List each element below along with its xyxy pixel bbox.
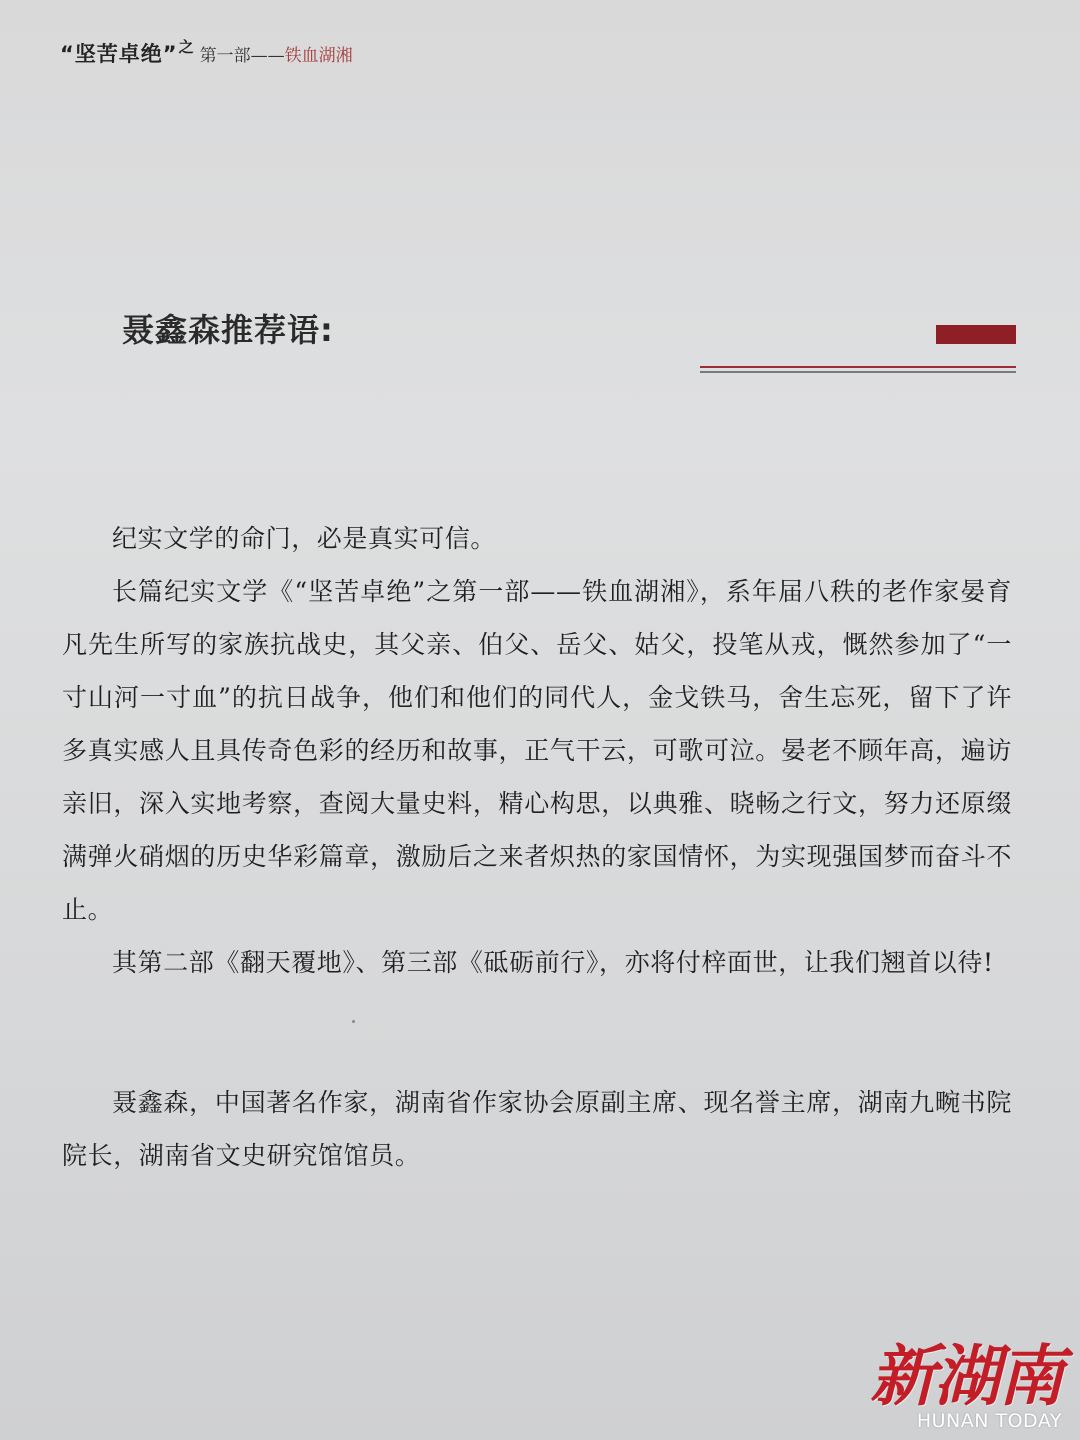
recommendation-body [62,512,1012,989]
title-accent-bar [936,325,1016,344]
bio-paragraph: 聂鑫森，中国著名作家，湖南省作家协会原副主席、现名誉主席，湖南九畹书院院长，湖南省文史研究馆馆员。 [62,1088,1012,1170]
title-underline-red [700,366,1016,368]
title-underline-gray [700,371,1016,373]
paragraph: 纪实文学的命门，必是真实可信。 [112,524,497,553]
paragraph: 其第二部《翻天覆地》、第三部《砥砺前行》，亦将付梓面世，让我们翘首以待! [112,948,994,977]
running-header [60,38,353,68]
logo-english-text: HUNAN TODAY [916,1410,1062,1432]
series-title: “坚苦卓绝” [60,42,178,66]
hunan-today-logo [870,1337,1062,1432]
header-dash: —— [250,46,285,66]
series-connector: 之 [178,38,194,56]
part-label: 第一部 [199,46,251,66]
part-subtitle: 铁血湖湘 [284,46,353,66]
section-title: 聂鑫森推荐语: [122,311,334,349]
paragraph: 长篇纪实文学《“坚苦卓绝”之第一部——铁血湖湘》，系年届八秩的老作家晏育凡先生所写的家族抗战史，其父亲、伯父、岳父、姑父，投笔从戎，慨然参加了“一寸山河一寸血”的抗日战争，他们和他们的同代人，金戈铁马，舍生忘死，留下了许多真实感人且具传奇色彩的经历和故事，正气干云，可歌可泣。晏老不顾年高，遍访亲旧，深入实地考察，查阅大量史料，精心构思，以典雅、晓畅之行文，努力还原缀满弹火硝烟的历史华彩篇章，激励后之来者炽热的家国情怀，为实现强国梦而奋斗不止。 [62,577,1012,924]
logo-chinese-text: 新湖南 [870,1337,1062,1415]
paper-speck [352,1020,355,1023]
author-bio [62,1076,1012,1182]
